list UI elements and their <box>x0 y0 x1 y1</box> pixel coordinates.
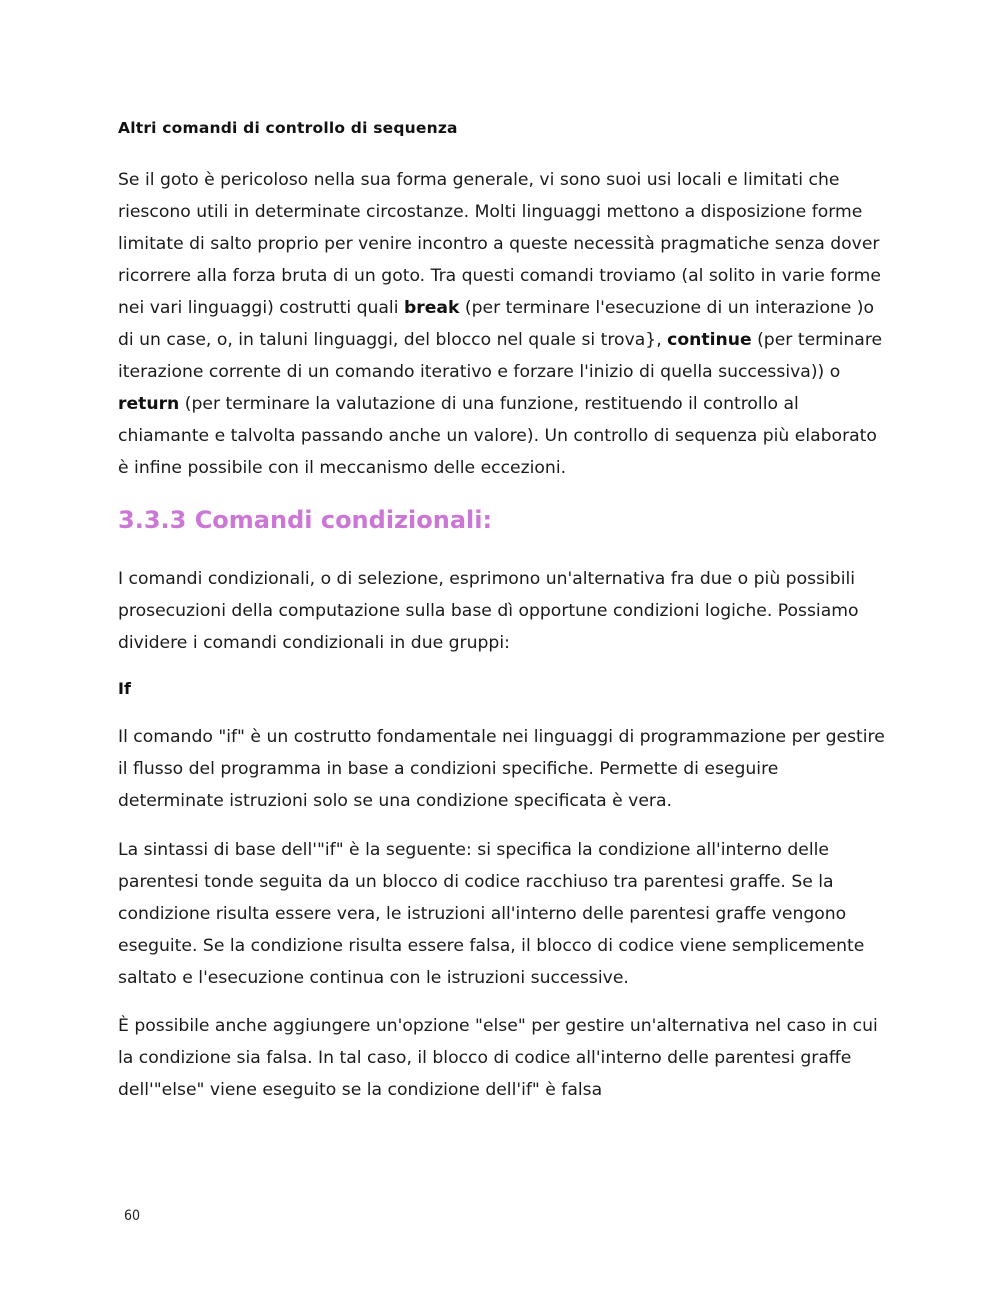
paragraph-if-syntax: La sintassi di base dell'"if" è la seguente: si specifica la condizione all'interno delle parentesi tonde seguita da un blocco di codice racchiuso tra parentesi graffe. Se la condizione risulta essere vera, le istruzioni all'interno delle parentesi graffe vengono eseguite. Se la condizione risulta essere falsa, il blocco di codice viene semplicemente saltato e l'esecuzione continua con le istruzioni successive. <box>118 840 865 988</box>
paragraph-else: È possibile anche aggiungere un'opzione "else" per gestire un'alternativa nel caso in cui la condizione sia falsa. In tal caso, il blocco di codice all'interno delle parentesi graffe dell'"else" viene eseguito se la condizione dell'if" è falsa <box>118 1016 878 1100</box>
keyword-break: break <box>403 298 460 318</box>
section-title: 3.3.3 Comandi condizionali: <box>118 506 493 534</box>
paragraph-goto-text-4: (per terminare la valutazione di una funzione, restituendo il controllo al chiamante e talvolta passando anche un valore). Un controllo di sequenza più elaborato è infine possibile con il meccanismo delle eccezioni. <box>118 394 877 478</box>
paragraph-goto <box>118 164 888 484</box>
paragraph-goto-text-2: (per terminare l'esecuzione di un interazione )o di un case, o, in taluni linguaggi, del blocco nel quale si trova}, <box>118 298 874 350</box>
if-heading: If <box>118 679 131 698</box>
paragraph-goto-text-3: (per terminare iterazione corrente di un comando iterativo e forzare l'inizio di quella successiva)) o <box>118 330 883 382</box>
page-number: 60 <box>124 1208 141 1224</box>
paragraph-goto-text-1: Se il goto è pericoloso nella sua forma generale, vi sono suoi usi locali e limitati che riescono utili in determinate circostanze. Molti linguaggi mettono a disposizione forme limitate di salto proprio per venire incontro a queste necessità pragmatiche senza dover ricorrere alla forza bruta di un goto. Tra questi comandi troviamo (al solito in varie forme nei vari linguaggi) costrutti quali <box>118 170 881 318</box>
keyword-continue: continue <box>667 330 752 350</box>
keyword-return: return <box>118 394 180 414</box>
subheading-altri-comandi: Altri comandi di controllo di sequenza <box>118 119 458 137</box>
paragraph-conditional-intro: I comandi condizionali, o di selezione, esprimono un'alternativa fra due o più possibili prosecuzioni della computazione sulla base dì opportune condizioni logiche. Possiamo dividere i comandi condizionali in due gruppi: <box>118 569 859 653</box>
paragraph-if-description: Il comando "if" è un costrutto fondamentale nei linguaggi di programmazione per gestire il flusso del programma in base a condizioni specifiche. Permette di eseguire determinate istruzioni solo se una condizione specificata è vera. <box>118 727 885 811</box>
